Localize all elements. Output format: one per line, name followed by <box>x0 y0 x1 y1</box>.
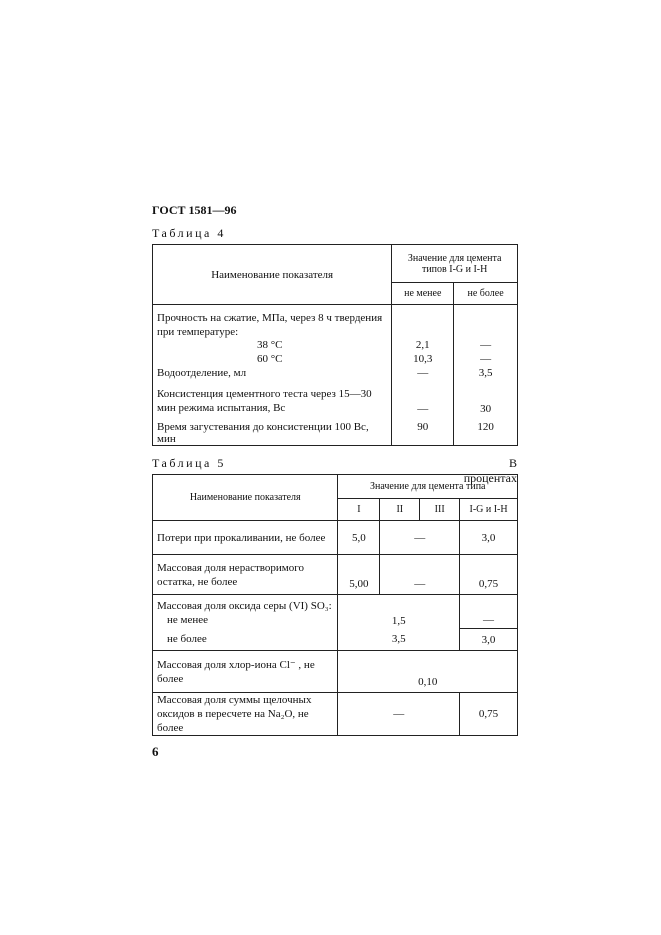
table4-title: Таблица 4 <box>152 226 226 240</box>
t5-so3-min-label: не менее <box>167 614 209 626</box>
table4 <box>152 244 518 446</box>
t4-header-value-group: Значение для цемента типов I-G и I-H <box>392 245 518 283</box>
t5-alkali-gh: 0,75 <box>460 693 518 736</box>
t4-water-label: Водоотделение, мл <box>153 367 392 385</box>
t5-so3-min-i-iii: 1,5 <box>338 595 460 629</box>
t5-alkali-label: Массовая доля суммы щелочных оксидов в пересчете на Na₂O, не более <box>153 693 338 736</box>
t4-temp-38: 38 °С <box>153 339 392 353</box>
t5-so3-max-gh: 3,0 <box>460 629 518 651</box>
t5-header-name: Наименование показателя <box>153 475 338 521</box>
t5-insoluble-gh: 0,75 <box>460 555 518 595</box>
t5-so3-label: Массовая доля оксида серы (VI) SO₃: <box>157 600 332 612</box>
t4-consistency-label: Консистенция цементного теста через 15—30 мин режима испытания, Вс <box>153 385 392 415</box>
t5-header-type-gh: I-G и I-H <box>460 499 518 521</box>
t4-strength-label: Прочность на сжатие, МПа, через 8 ч твердения при температуре: <box>153 305 392 340</box>
t4-thickening-label: Время загустевания до консистенции 100 Вс, мин <box>153 415 392 446</box>
t4-consistency-max: 30 <box>454 385 518 415</box>
t4-header-max: не более <box>454 283 518 305</box>
t4-60-max: — <box>454 353 518 367</box>
t5-so3-max-i-iii: 3,5 <box>338 629 460 651</box>
document-code: ГОСТ 1581—96 <box>152 203 237 217</box>
t4-38-max: — <box>454 339 518 353</box>
t5-alkali-i-iii: — <box>338 693 460 736</box>
t5-insoluble-ii-iii: — <box>380 555 460 595</box>
t5-so3-min-gh: — <box>460 595 518 629</box>
t4-water-min: — <box>392 367 454 385</box>
table5-title: Таблица 5 <box>152 456 226 470</box>
t5-insoluble-i: 5,00 <box>338 555 380 595</box>
t5-loss-ii-iii: — <box>380 521 460 555</box>
t4-consistency-min: — <box>392 385 454 415</box>
t4-header-name: Наименование показателя <box>153 245 392 305</box>
t4-60-min: 10,3 <box>392 353 454 367</box>
t5-header-type-iii: III <box>420 499 460 521</box>
t5-insoluble-label: Массовая доля нерастворимого остатка, не более <box>153 555 338 595</box>
t5-so3-max-label: не более <box>153 629 338 651</box>
t4-thickening-min: 90 <box>392 415 454 446</box>
t4-water-max: 3,5 <box>454 367 518 385</box>
t5-chloride-label: Массовая доля хлор-иона Cl⁻ , не более <box>153 651 338 693</box>
t4-temp-60: 60 °С <box>153 353 392 367</box>
t4-38-min: 2,1 <box>392 339 454 353</box>
t5-header-type-ii: II <box>380 499 420 521</box>
t5-loss-i: 5,0 <box>338 521 380 555</box>
t5-loss-gh: 3,0 <box>460 521 518 555</box>
t5-loss-label: Потери при прокаливании, не более <box>153 521 338 555</box>
table5-unit: В процентах <box>463 456 517 485</box>
t4-header-min: не менее <box>392 283 454 305</box>
t5-header-value-group: Значение для цемента типа <box>338 475 518 499</box>
t4-thickening-max: 120 <box>454 415 518 446</box>
page-number: 6 <box>152 744 159 759</box>
t5-header-type-i: I <box>338 499 380 521</box>
t5-chloride-all: 0,10 <box>338 651 518 693</box>
t5-so3-min-cell <box>153 595 338 629</box>
table5 <box>152 474 518 736</box>
